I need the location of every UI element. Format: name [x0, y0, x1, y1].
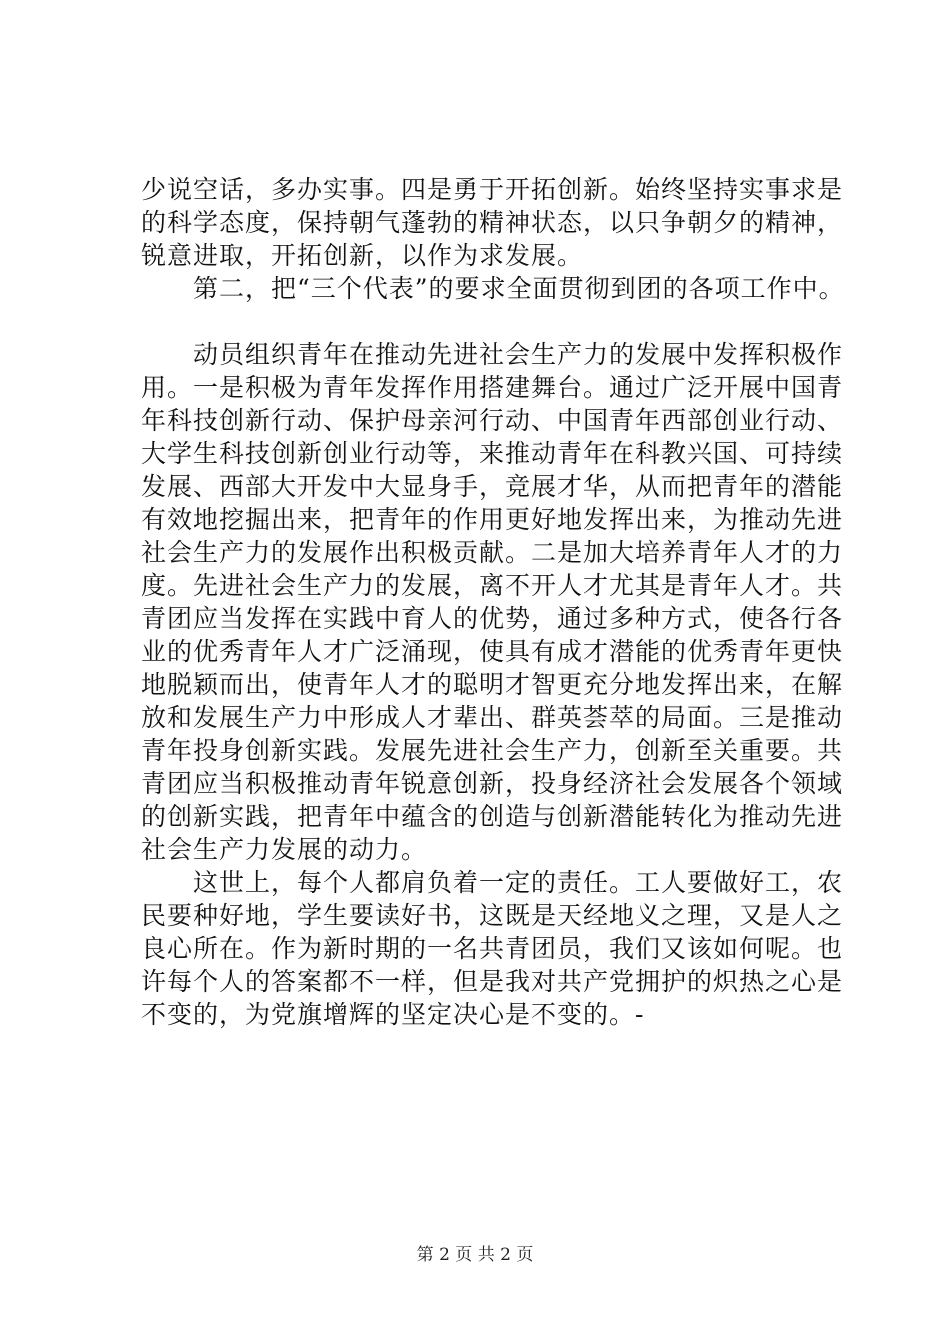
- text-line-3: 锐意进取，开拓创新，以作为求发展。: [141, 241, 584, 270]
- page-footer: 第 2 页 共 2 页: [416, 1245, 534, 1265]
- text-line-12: 社会生产力的发展作出积极贡献。二是加大培养青年人才的力: [141, 538, 844, 567]
- text-line-23: 民要种好地，学生要读好书，这既是天经地义之理，又是人之: [141, 901, 844, 930]
- text-line-24: 良心所在。作为新时期的一名共青团员，我们又该如何呢。也: [141, 934, 844, 963]
- document-body: [141, 173, 845, 1031]
- text-line-14: 青团应当发挥在实践中育人的优势，通过多种方式，使各行各: [141, 604, 844, 633]
- text-line-19: 青团应当积极推动青年锐意创新，投身经济社会发展各个领域: [141, 769, 844, 798]
- text-line-16: 地脱颖而出，使青年人才的聪明才智更充分地发挥出来，在解: [141, 670, 844, 699]
- text-line-8: 年科技创新行动、保护母亲河行动、中国青年西部创业行动、: [141, 406, 844, 435]
- text-line-17: 放和发展生产力中形成人才辈出、群英荟萃的局面。三是推动: [141, 703, 844, 732]
- text-line-20: 的创新实践，把青年中蕴含的创造与创新潜能转化为推动先进: [141, 802, 844, 831]
- text-line-10: 发展、西部大开发中大显身手，竞展才华，从而把青年的潜能: [141, 472, 844, 501]
- text-line-2: 的科学态度，保持朝气蓬勃的精神状态，以只争朝夕的精神，: [141, 208, 844, 237]
- text-line-25: 许每个人的答案都不一样，但是我对共产党拥护的炽热之心是: [141, 967, 844, 996]
- text-line-21: 社会生产力发展的动力。: [141, 835, 428, 864]
- text-line-6: 动员组织青年在推动先进社会生产力的发展中发挥积极作: [141, 340, 844, 369]
- text-line-4: 第二，把“三个代表”的要求全面贯彻到团的各项工作中。: [141, 274, 845, 303]
- text-line-7: 用。一是积极为青年发挥作用搭建舞台。通过广泛开展中国青: [141, 373, 844, 402]
- text-line-22: 这世上，每个人都肩负着一定的责任。工人要做好工，农: [141, 868, 844, 897]
- text-line-18: 青年投身创新实践。发展先进社会生产力，创新至关重要。共: [141, 736, 844, 765]
- text-line-9: 大学生科技创新创业行动等，来推动青年在科教兴国、可持续: [141, 439, 844, 468]
- paragraph-spacer: [141, 305, 841, 338]
- text-line-15: 业的优秀青年人才广泛涌现，使具有成才潜能的优秀青年更快: [141, 637, 844, 666]
- text-line-1: 少说空话，多办实事。四是勇于开拓创新。始终坚持实事求是: [141, 175, 844, 204]
- text-line-26: 不变的，为党旗增辉的坚定决心是不变的。-: [141, 1000, 645, 1029]
- text-line-13: 度。先进社会生产力的发展，离不开人才尤其是青年人才。共: [141, 571, 844, 600]
- text-line-11: 有效地挖掘出来，把青年的作用更好地发挥出来，为推动先进: [141, 505, 844, 534]
